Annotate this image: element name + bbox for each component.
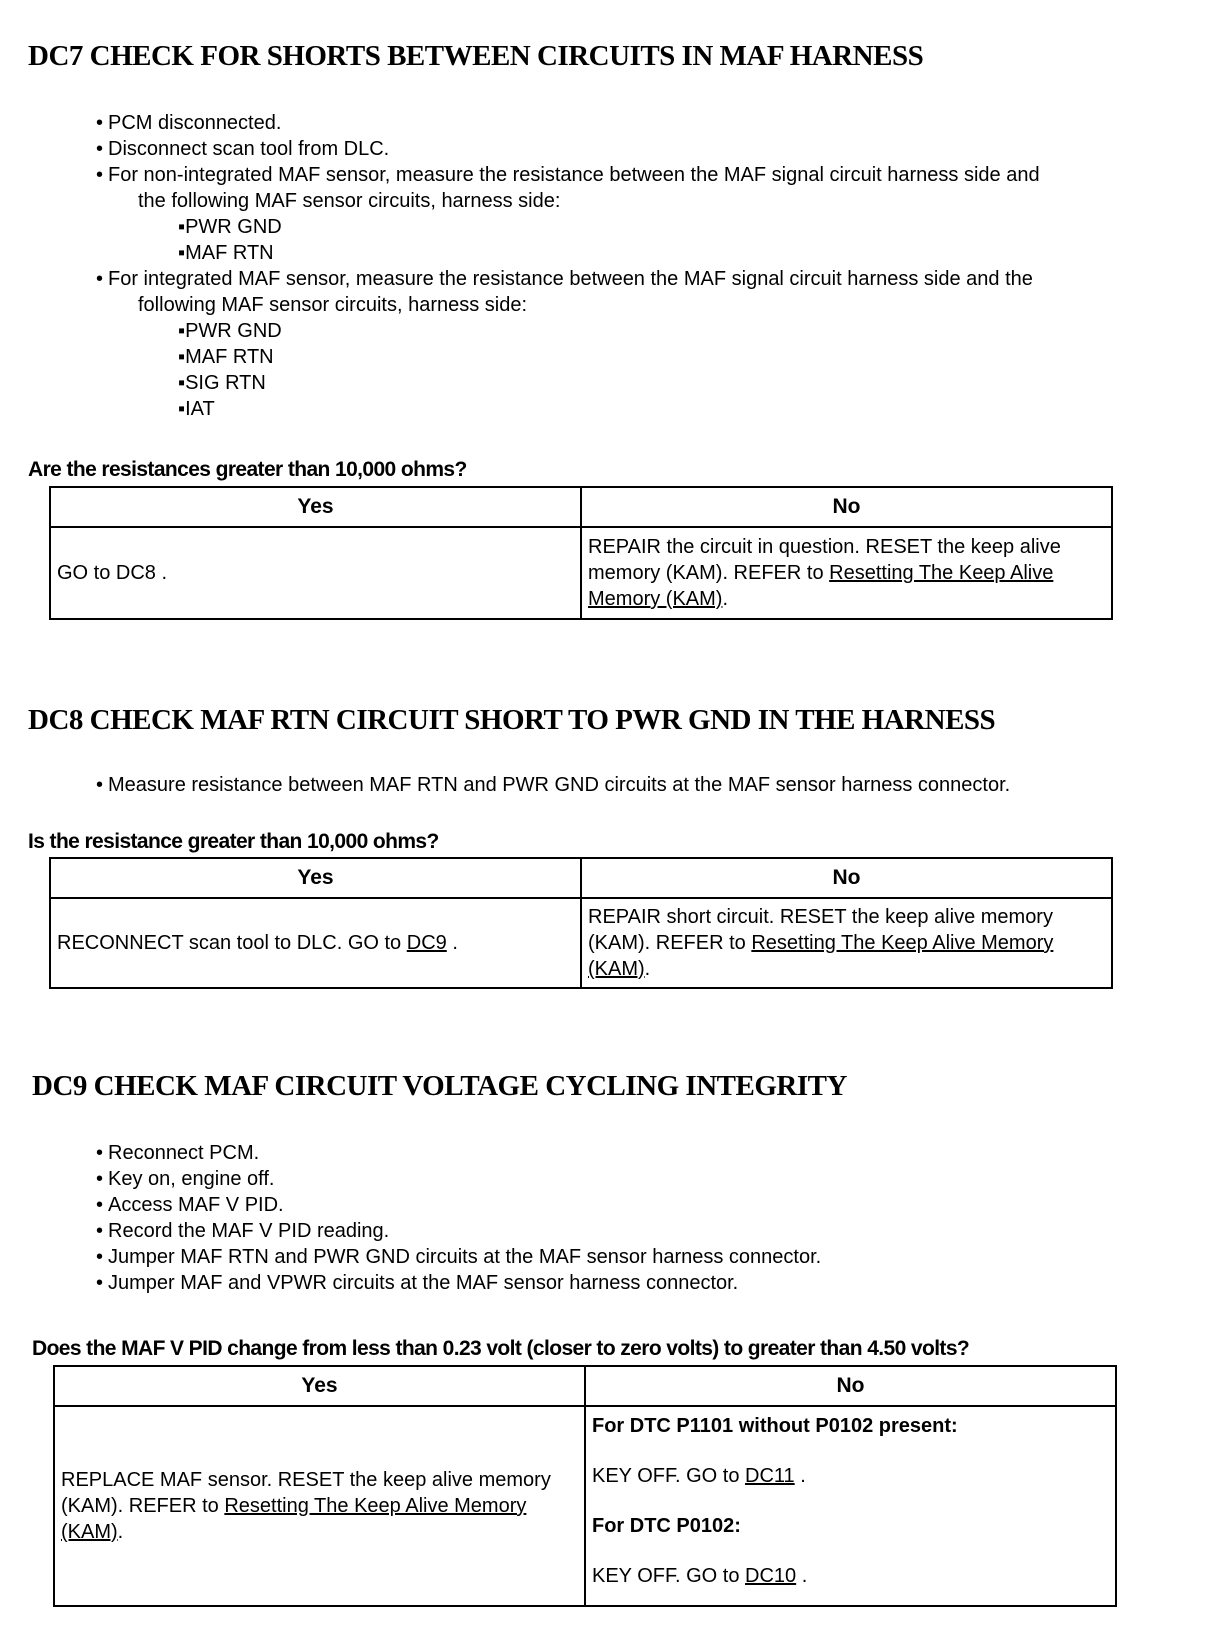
yes-cell: GO to DC8 . — [50, 527, 581, 619]
no-cell: REPAIR the circuit in question. RESET the keep alive memory (KAM). REFER to Resetting The Keep Alive Memory (KAM). — [581, 527, 1112, 619]
no-line: KEY OFF. GO to DC11 . — [592, 1465, 806, 1487]
no-header: No — [585, 1366, 1116, 1406]
no-cell — [585, 1406, 1116, 1606]
list-item: • Access MAF V PID. — [96, 1194, 284, 1216]
list-item: • PCM disconnected. — [96, 112, 282, 134]
yes-header: Yes — [50, 487, 581, 527]
resetting-kam-link[interactable]: Resetting The Keep Alive Memory (KAM) — [588, 562, 1054, 610]
dc10-link[interactable]: DC10 — [745, 1565, 797, 1587]
dc7-question: Are the resistances greater than 10,000 ohms? — [28, 458, 467, 481]
list-item: • Reconnect PCM. — [96, 1142, 260, 1164]
dc8-question: Is the resistance greater than 10,000 ohms? — [28, 830, 439, 853]
dc7-result-table — [49, 486, 1113, 620]
yes-cell: RECONNECT scan tool to DLC. GO to DC9 . — [50, 898, 581, 988]
list-item: • Key on, engine off. — [96, 1168, 275, 1190]
list-item: • Disconnect scan tool from DLC. — [96, 138, 390, 160]
yes-header: Yes — [50, 858, 581, 898]
dc8-title: DC8 CHECK MAF RTN CIRCUIT SHORT TO PWR GND IN THE HARNESS — [28, 704, 996, 736]
list-item: ▪IAT — [178, 398, 215, 420]
no-line: KEY OFF. GO to DC10 . — [592, 1565, 808, 1587]
yes-cell: REPLACE MAF sensor. RESET the keep alive memory (KAM). REFER to Resetting The Keep Alive Memory (KAM). — [54, 1406, 585, 1606]
dc9-step-list — [96, 1140, 1176, 1296]
dc9-link[interactable]: DC9 — [406, 932, 447, 954]
list-item: • Jumper MAF and VPWR circuits at the MAF sensor harness connector. — [96, 1272, 739, 1294]
list-item: • For non-integrated MAF sensor, measure the resistance between the MAF signal circuit harness side and the following MAF sensor circuits, harness side: ▪PWR GND ▪MAF RTN — [96, 162, 1176, 266]
dc9-title: DC9 CHECK MAF CIRCUIT VOLTAGE CYCLING INTEGRITY — [32, 1070, 847, 1102]
no-header: No — [581, 858, 1112, 898]
list-item: • Jumper MAF RTN and PWR GND circuits at the MAF sensor harness connector. — [96, 1246, 822, 1268]
list-item: ▪PWR GND — [178, 320, 282, 342]
resetting-kam-link[interactable]: Resetting The Keep Alive Memory (KAM) — [588, 932, 1054, 980]
dc9-question: Does the MAF V PID change from less than 0.23 volt (closer to zero volts) to greater than 4.50 volts? — [32, 1337, 970, 1360]
no-subheading: For DTC P0102: — [592, 1515, 741, 1537]
list-item: ▪SIG RTN — [178, 372, 266, 394]
dc7-step-list — [96, 110, 1176, 422]
no-header: No — [581, 487, 1112, 527]
list-item: ▪PWR GND — [178, 216, 282, 238]
no-subheading: For DTC P1101 without P0102 present: — [592, 1415, 958, 1437]
yes-header: Yes — [54, 1366, 585, 1406]
no-cell: REPAIR short circuit. RESET the keep alive memory (KAM). REFER to Resetting The Keep Alive Memory (KAM). — [581, 898, 1112, 988]
dc7-title: DC7 CHECK FOR SHORTS BETWEEN CIRCUITS IN MAF HARNESS — [28, 40, 924, 72]
list-item: ▪MAF RTN — [178, 346, 274, 368]
dc8-result-table — [49, 857, 1113, 989]
list-item: • Measure resistance between MAF RTN and PWR GND circuits at the MAF sensor harness connector. — [96, 774, 1011, 796]
resetting-kam-link[interactable]: Resetting The Keep Alive Memory (KAM) — [61, 1495, 527, 1543]
list-item: • For integrated MAF sensor, measure the resistance between the MAF signal circuit harness side and the following MAF sensor circuits, harness side: ▪PWR GND ▪MAF RTN ▪SIG RTN ▪IAT — [96, 266, 1176, 422]
dc9-result-table — [53, 1365, 1117, 1607]
list-item: • Record the MAF V PID reading. — [96, 1220, 390, 1242]
list-item: ▪MAF RTN — [178, 242, 274, 264]
dc11-link[interactable]: DC11 — [745, 1465, 795, 1487]
dc8-step-list — [96, 772, 1176, 798]
